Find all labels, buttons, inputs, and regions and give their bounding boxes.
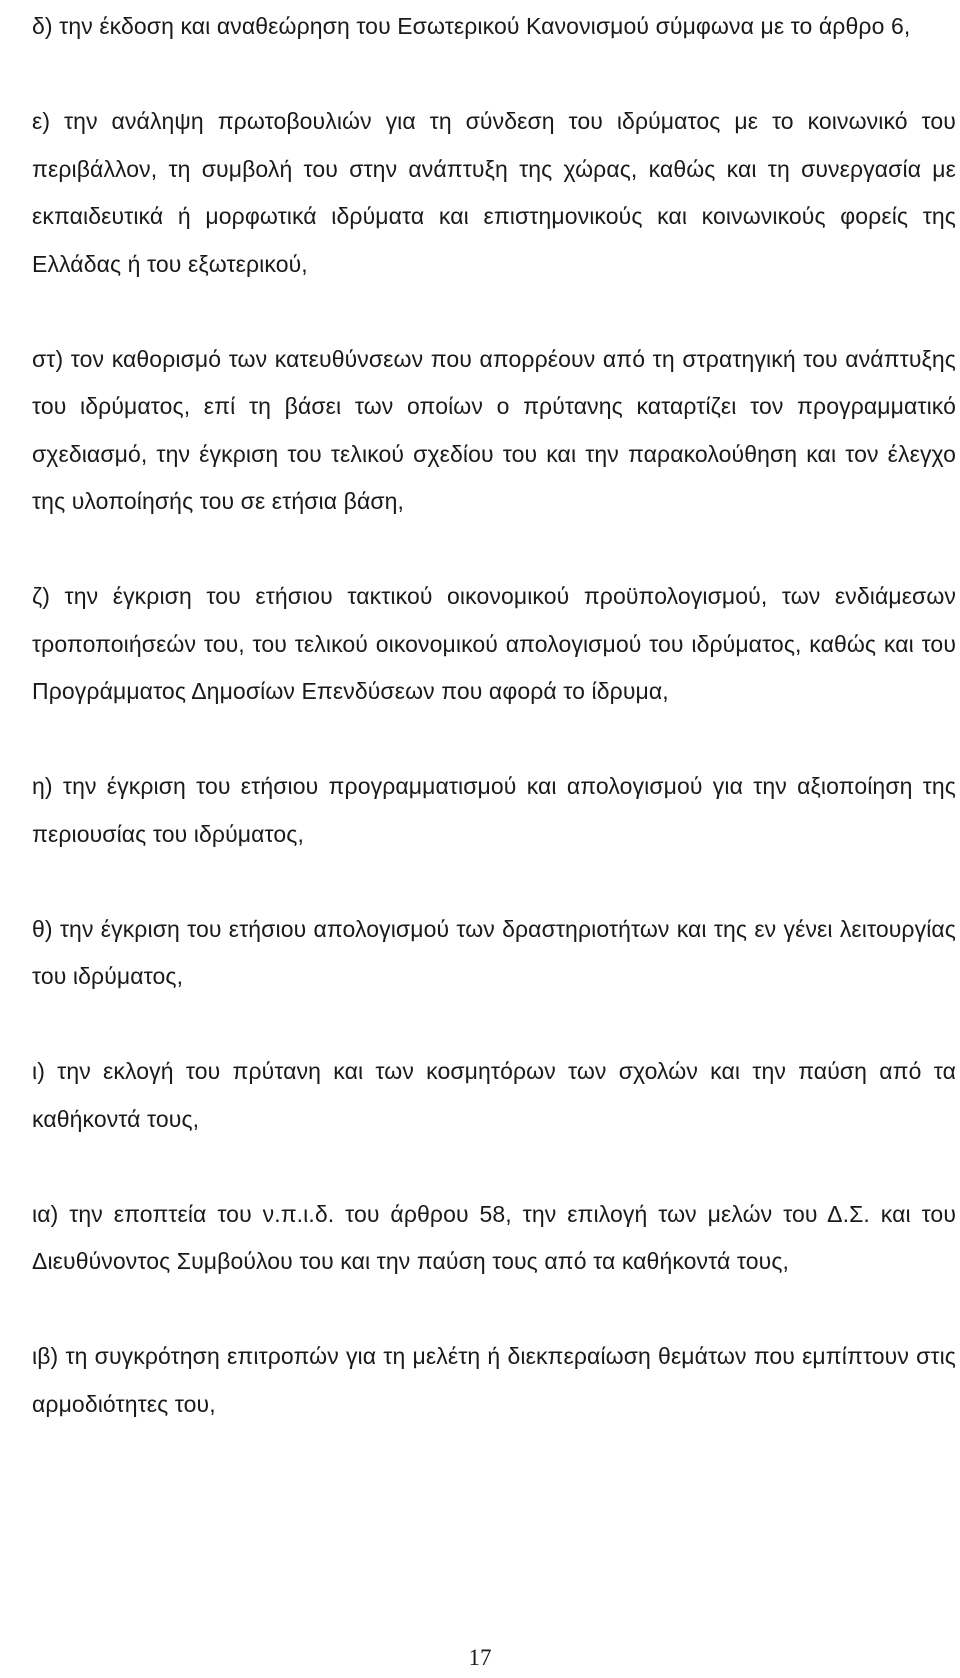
text-body [32,3,956,1428]
paragraph-gap [32,1143,956,1191]
paragraph-gap [32,858,956,906]
paragraph-gap [32,1286,956,1334]
page-number: 17 [468,1645,492,1670]
paragraph-gap [32,526,956,574]
paragraph-gap [32,288,956,336]
paragraph-gap [32,1001,956,1049]
paragraph-ia: ια) την εποπτεία του ν.π.ι.δ. του άρθρου 58, την επιλογή των μελών του Δ.Σ. και του Διευθύνοντος Συμβούλου του και την παύση τους από τα καθήκοντά τους, [32,1200,956,1274]
paragraph-e: ε) την ανάληψη πρωτοβουλιών για τη σύνδεση του ιδρύματος με το κοινωνικό του περιβάλλον, τη συμβολή του στην ανάπτυξη της χώρας, καθώς και τη συνεργασία με εκπαιδευτικά ή μορφωτικά ιδρύματα και επιστημονικούς και κοινωνικούς φορείς της Ελλάδας ή του εξωτερικού, [32,108,956,277]
document-page [32,0,956,1678]
paragraph-i: η) την έγκριση του ετήσιου προγραμματισμού και απολογισμού για την αξιοποίηση της περιουσίας του ιδρύματος, [32,773,956,847]
paragraph-gap [32,716,956,764]
paragraph-st: στ) τον καθορισμό των κατευθύνσεων που απορρέουν από τη στρατηγική του ανάπτυξης του ιδρύματος, επί τη βάσει των οποίων ο πρύτανης καταρτίζει τον προγραμματικό σχεδιασμό, την έγκριση του τελικού σχεδίου του και την παρακολούθηση και τον έλεγχο της υλοποίησής του σε ετήσια βάση, [32,345,956,514]
paragraph-iota: ι) την εκλογή του πρύτανη και των κοσμητόρων των σχολών και την παύση από τα καθήκοντά τους, [32,1058,956,1132]
paragraph-z: ζ) την έγκριση του ετήσιου τακτικού οικονομικού προϋπολογισμού, των ενδιάμεσων τροποποιήσεών του, του τελικού οικονομικού απολογισμού του ιδρύματος, καθώς και του Προγράμματος Δημοσίων Επενδύσεων που αφορά το ίδρυμα, [32,583,956,704]
paragraph-d: δ) την έκδοση και αναθεώρηση του Εσωτερικού Κανονισμού σύμφωνα με το άρθρο 6, [32,13,911,39]
paragraph-th: θ) την έγκριση του ετήσιου απολογισμού των δραστηριοτήτων και της εν γένει λειτουργίας του ιδρύματος, [32,915,956,989]
paragraph-gap [32,51,956,99]
paragraph-ib: ιβ) τη συγκρότηση επιτροπών για τη μελέτη ή διεκπεραίωση θεμάτων που εμπίπτουν στις αρμοδιότητες του, [32,1343,956,1417]
